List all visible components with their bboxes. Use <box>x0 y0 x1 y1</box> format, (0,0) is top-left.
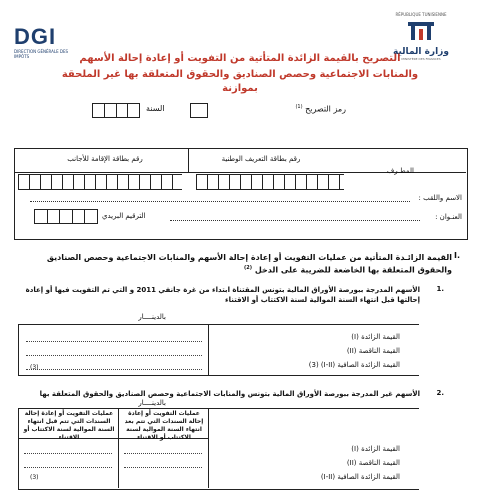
residence-card-field[interactable] <box>18 174 182 190</box>
postal-code-field[interactable] <box>34 209 98 224</box>
dgi-logo: DGI <box>14 24 57 49</box>
ministry-emblem-icon <box>386 20 456 47</box>
year-field[interactable] <box>92 103 140 118</box>
address-field[interactable] <box>170 220 420 221</box>
national-id-label: رقم بطاقة التعريف الوطنية <box>221 155 301 163</box>
item2-col-divider1 <box>118 408 119 488</box>
ministry-name: وزارة المالية <box>393 47 449 57</box>
national-id-field[interactable] <box>196 174 344 190</box>
item1-currency: بالدينــــار <box>138 313 166 321</box>
item2-col-header-before: عمليات التفويت أو إعادة إحالة السندات التي تتم قبل انتهاء السنة الموالية لسنة الاكتتاب أو الاقتناء <box>23 410 115 441</box>
form-title-line1: التصريح بالقيمة الزائدة المتأتية من التفويت أو إعادة إحالة الأسهم <box>79 53 401 64</box>
year-label: السنة <box>146 104 165 113</box>
name-label: الاسم واللقب : <box>418 194 462 202</box>
item1-number: 1. <box>436 285 444 293</box>
postal-code-label: الترقيم البريدي <box>102 212 146 220</box>
item2-number: 2. <box>436 389 444 397</box>
item2-text: الأسهم غير المدرجة ببورصة الأوراق المالية بتونس والمنابات الاجتماعية وحصص الصناديق والحقوق المتعلقة بها <box>39 390 420 398</box>
address-label: العنـوان : <box>435 213 462 221</box>
item1-value3[interactable] <box>26 361 202 370</box>
item2-after-value1[interactable] <box>124 445 202 454</box>
item2-col-header-after: عمليات التفويت أو إعادة إحالة السندات التي تتم بعد انتهاء السنة الموالية لسنة الاكتتاب أو الاقتناء <box>124 410 204 441</box>
form-title-line2: والمنابات الاجتماعية وحصص الصناديق والحقوق المتعلقة بها غير الملحقة بموازنة <box>61 69 419 94</box>
item2-currency: بالدينــــار <box>138 399 166 407</box>
ministry-top-text: RÉPUBLIQUE TUNISIENNE <box>395 12 447 17</box>
item1-text: الأسهم المدرجة ببورصة الأوراق المالية بتونس المقتناة ابتداء من غرة جانفي 2011 و التي تم التفويت فيها أو إعادة إحالتها قبل انتهاء السنة الموالية لسنة الاكتتاب أو الاقتناء <box>25 286 420 304</box>
item1-value2[interactable] <box>26 347 202 356</box>
item1-row2-label: القيمة الناقصة (II) <box>346 347 400 355</box>
residence-card-label: رقم بطاقة الإقامة للأجانب <box>67 155 143 163</box>
declaration-code-label-group <box>295 104 346 114</box>
section1-title: القيمة الزائـدة المتأتية من عمليات التفويت أو إعادة إحالة الأسهم والمنابات الاجتماعية وحصص الصناديق والحقوق المتعلقة بها الخاضعة للضريبة على الدخل <box>46 253 452 275</box>
item2-row-note: (3) <box>30 474 39 481</box>
identity-divider <box>188 148 189 172</box>
item2-after-value2[interactable] <box>124 459 202 468</box>
section1-note: (2) <box>243 265 253 271</box>
item1-value1[interactable] <box>26 333 202 342</box>
section1-text <box>20 252 452 276</box>
declaration-code-label: رمز التصريح <box>305 104 346 114</box>
item1-row1-label: القيمة الزائدة (I) <box>351 333 400 341</box>
item1-row3-label: القيمة الزائدة الصافية (I-II) (3) <box>308 361 400 369</box>
item2-before-value1[interactable] <box>24 445 112 454</box>
item1-table-divider <box>208 324 209 375</box>
item2-col-divider2 <box>208 408 209 488</box>
declaration-code-field[interactable] <box>190 103 208 118</box>
dgi-subtitle: DIRECTION GÉNÉRALE DES IMPÔTS <box>14 49 69 59</box>
ministry-tag: MINISTÈRE DES FINANCES <box>401 57 441 61</box>
item1-row-note: (3) <box>30 364 39 371</box>
section1-number: I. <box>454 251 461 260</box>
item2-row2-label: القيمة الناقصة (II) <box>346 459 400 467</box>
taxpayer-label: المطـرف <box>386 167 414 175</box>
declaration-code-note: (1) <box>295 104 303 110</box>
name-field[interactable] <box>30 201 410 202</box>
item2-row3-label: القيمة الزائدة الصافية (I-II) <box>320 473 400 481</box>
item2-before-value2[interactable] <box>24 459 112 468</box>
item2-row1-label: القيمة الزائدة (I) <box>351 445 400 453</box>
